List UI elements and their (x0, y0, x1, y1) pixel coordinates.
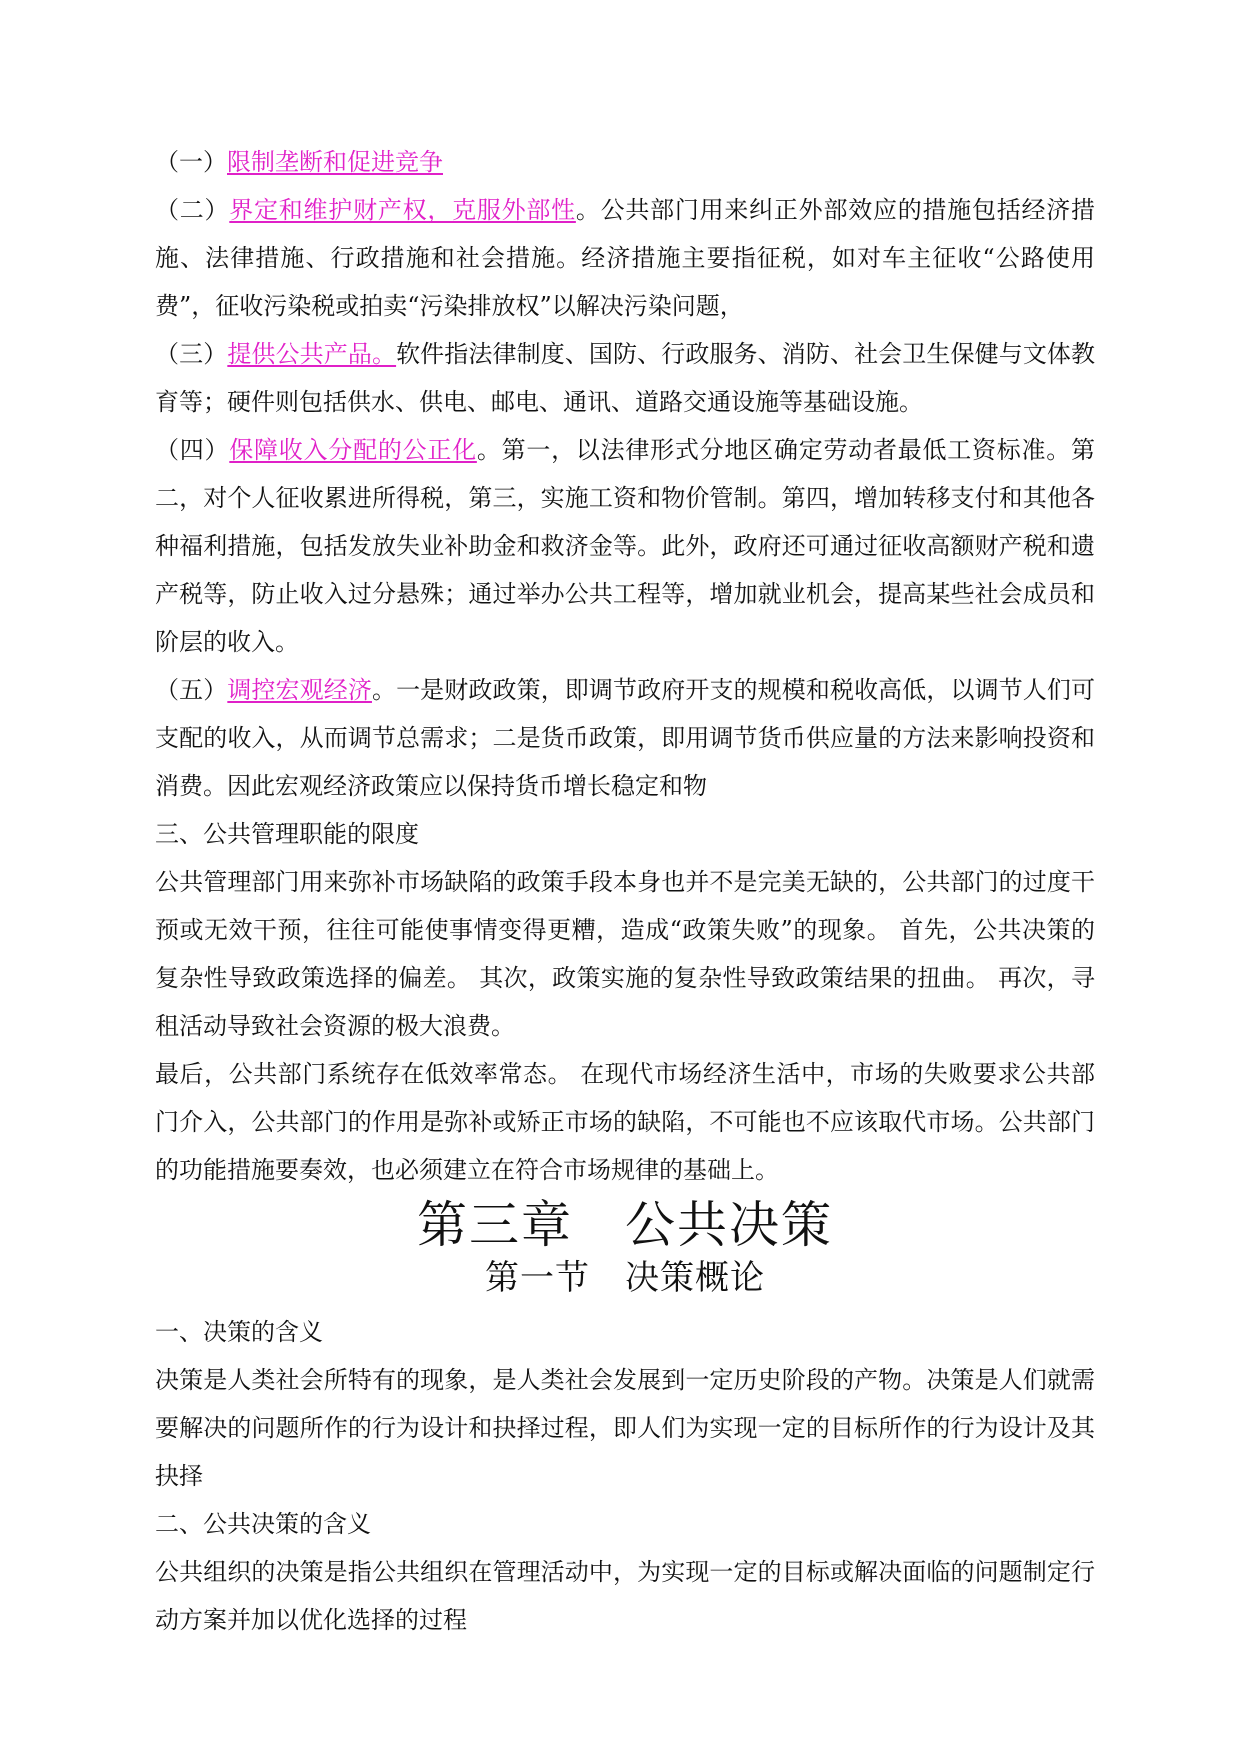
item-prefix: （二） (155, 196, 230, 224)
list-item (155, 138, 1095, 186)
decision-paragraph: 决策是人类社会所特有的现象，是人类社会发展到一定历史阶段的产物。决策是人们就需要解决的问题所作的行为设计和抉择过程，即人们为实现一定的目标所作的行为设计及其抉择 (155, 1366, 1095, 1490)
public-decision-paragraph: 公共组织的决策是指公共组织在管理活动中，为实现一定的目标或解决面临的问题制定行动方案并加以优化选择的过程 (155, 1558, 1095, 1634)
decision-heading: 一、决策的含义 (155, 1318, 323, 1346)
item-text: 。公共部门用来纠正外部效应的措施包括经济措施、法律措施、行政措施和社会措施。经济措施主要指征税，如对车主征收“公路使用费”，征收污染税或拍卖“污染排放权”以解决污染问题， (155, 196, 1096, 320)
list-item (155, 186, 1095, 330)
item-text: 软件指法律制度、国防、行政服务、消防、社会卫生保健与文体教育等；硬件则包括供水、供电、邮电、通讯、道路交通设施等基础设施。 (155, 340, 1096, 416)
public-decision-heading: 二、公共决策的含义 (155, 1510, 371, 1538)
limits-paragraph-last: 最后，公共部门系统存在低效率常态。 在现代市场经济生活中，市场的失败要求公共部门介入，公共部门的作用是弥补或矫正市场的缺陷，不可能也不应该取代市场。公共部门的功能措施要奏效，也必须建立在符合市场规律的基础上。 (155, 1060, 1095, 1184)
item-prefix: （四） (155, 436, 230, 464)
item-link[interactable]: 提供公共产品。 (227, 340, 397, 368)
item-prefix: （五） (155, 676, 228, 704)
chapter-title: 第三章 公共决策 (417, 1196, 833, 1254)
section-title: 第一节 决策概论 (485, 1258, 765, 1298)
list-item (155, 666, 1095, 810)
item-text: 。一是财政政策，即调节政府开支的规模和税收高低，以调节人们可支配的收入，从而调节总需求；二是货币政策，即用调节货币供应量的方法来影响投资和消费。因此宏观经济政策应以保持货币增长稳定和物 (155, 676, 1096, 800)
document-page (155, 138, 1095, 1644)
item-text: 。第一，以法律形式分地区确定劳动者最低工资标准。第二，对个人征收累进所得税，第三，实施工资和物价管制。第四，增加转移支付和其他各种福利措施，包括发放失业补助金和救济金等。此外，政府还可通过征收高额财产税和遗产税等，防止收入过分悬殊；通过举办公共工程等，增加就业机会，提高某些社会成员和阶层的收入。 (155, 436, 1096, 656)
item-link[interactable]: 调控宏观经济 (227, 676, 372, 704)
item-prefix: （一） (155, 148, 227, 176)
item-link[interactable]: 界定和维护财产权，克服外部性 (229, 196, 576, 224)
list-item (155, 426, 1095, 666)
limits-paragraph: 公共管理部门用来弥补市场缺陷的政策手段本身也并不是完美无缺的，公共部门的过度干预或无效干预，往往可能使事情变得更糟，造成“政策失败”的现象。 首先，公共决策的复杂性导致政策选择的偏差。 其次，政策实施的复杂性导致政策结果的扭曲。 再次，寻租活动导致社会资源的极大浪费。 (155, 868, 1095, 1040)
limits-heading: 三、公共管理职能的限度 (155, 820, 419, 848)
item-link[interactable]: 限制垄断和促进竞争 (227, 148, 443, 176)
item-prefix: （三） (155, 340, 228, 368)
list-item (155, 330, 1095, 426)
item-link[interactable]: 保障收入分配的公正化 (229, 436, 477, 464)
